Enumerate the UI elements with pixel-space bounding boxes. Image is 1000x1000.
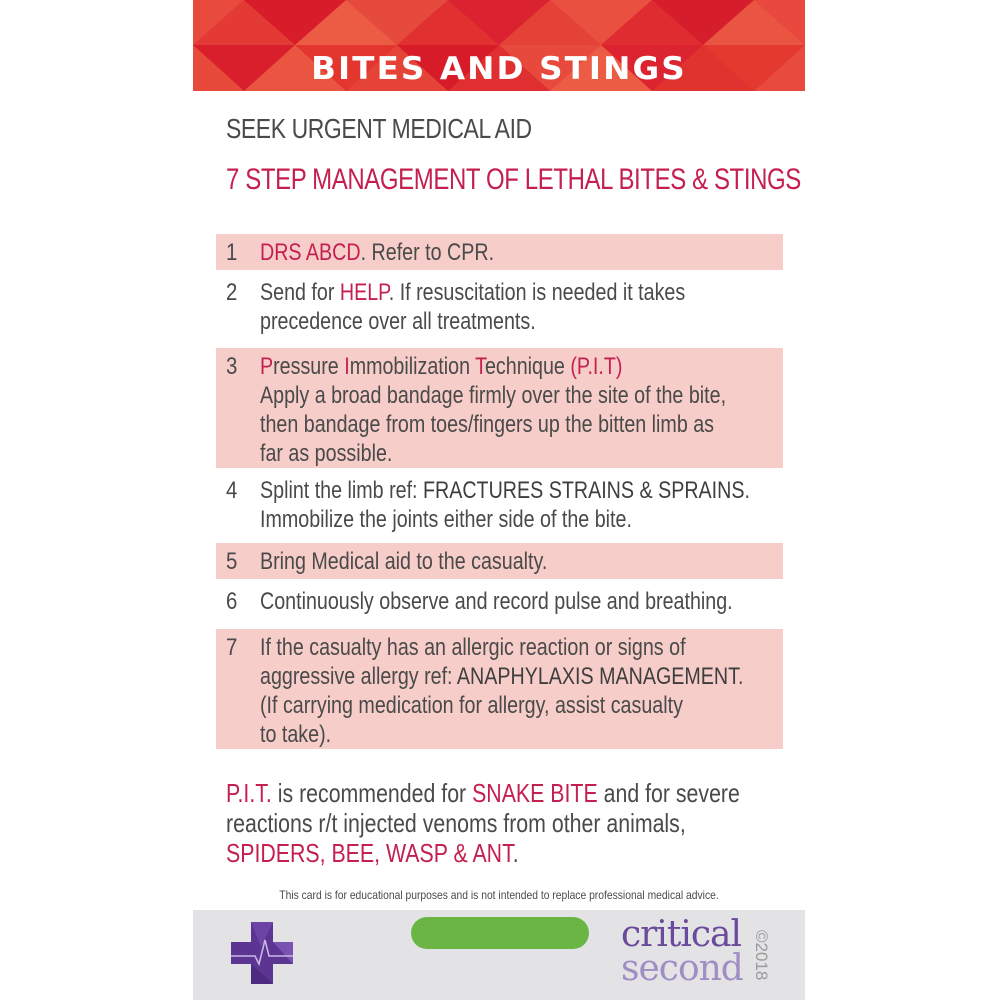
step-text-part: . Refer to CPR. <box>360 239 495 266</box>
step-text <box>260 476 785 534</box>
step-text <box>260 547 785 576</box>
step-item <box>216 629 783 749</box>
step-text-part: Immobilize the joints either side of the bite. <box>260 506 632 533</box>
note-text: and for severe <box>597 778 740 808</box>
step-text-part: (If carrying medication for allergy, assist casualty <box>260 692 683 719</box>
step-highlight: HELP <box>339 279 389 306</box>
note-highlight: SPIDERS, BEE, WASP & ANT <box>226 838 513 868</box>
step-text-part: to take). <box>260 721 332 748</box>
medical-cross-heartbeat-icon <box>231 922 293 984</box>
step-text-part: Apply a broad bandage firmly over the site of the bite, <box>260 382 727 409</box>
step-text <box>260 587 785 616</box>
brand-logo <box>621 914 743 989</box>
step-number: 5 <box>226 548 238 575</box>
step-text <box>260 278 785 336</box>
step-item <box>216 270 783 348</box>
step-text-part: Bring Medical aid to the casualty. <box>260 548 548 575</box>
header-banner <box>193 0 805 91</box>
brand-name-line2: second <box>621 948 743 989</box>
step-number: 7 <box>226 634 238 661</box>
step-text-part: . If resuscitation is needed it takes <box>388 279 686 306</box>
note-text: is recommended for <box>271 778 473 808</box>
step-highlight: DRS ABCD <box>260 239 361 266</box>
disclaimer: This card is for educational purposes and is not intended to replace professional medical advice. <box>279 888 719 902</box>
step-text-part: . <box>737 663 744 690</box>
steps-list <box>216 234 783 749</box>
step-text-part: Splint the limb ref: <box>260 477 423 504</box>
step-text-part: . <box>744 477 750 504</box>
step-highlight: I <box>344 353 350 380</box>
step-text-part: aggressive allergy ref: <box>260 663 457 690</box>
step-text-part: echnique <box>484 353 571 380</box>
step-item <box>216 234 783 270</box>
step-number: 3 <box>226 353 238 380</box>
step-text-part: then bandage from toes/fingers up the bitten limb as <box>260 411 715 438</box>
step-highlight: T <box>475 353 485 380</box>
step-number: 4 <box>226 477 238 504</box>
first-aid-card <box>193 0 805 1000</box>
step-text-part: far as possible. <box>260 440 393 467</box>
step-text-part: ressure <box>273 353 345 380</box>
step-number: 6 <box>226 588 238 615</box>
step-item <box>216 543 783 579</box>
note-highlight: SNAKE BITE <box>472 778 598 808</box>
step-text-part: mmobilization <box>349 353 476 380</box>
brand-name-line1: critical <box>621 914 742 955</box>
step-text <box>260 633 785 749</box>
step-text <box>260 238 785 267</box>
step-reference: FRACTURES STRAINS & SPRAINS <box>422 477 745 504</box>
step-text <box>260 352 785 468</box>
step-item <box>216 579 783 629</box>
note-text: reactions r/t injected venoms from other animals, <box>226 808 686 838</box>
subtitle: SEEK URGENT MEDICAL AID <box>226 113 532 144</box>
step-number: 2 <box>226 279 238 306</box>
note-highlight: P.I.T. <box>226 778 272 808</box>
step-text-part: If the casualty has an allergic reaction or signs of <box>260 634 686 661</box>
step-text-part: precedence over all treatments. <box>260 308 536 335</box>
step-highlight: P <box>260 353 274 380</box>
note-text: . <box>512 838 519 868</box>
step-item <box>216 348 783 468</box>
footer <box>193 910 805 1000</box>
copyright: ©2018 <box>752 930 771 981</box>
pit-recommendation-note <box>226 778 740 868</box>
step-item <box>216 468 783 543</box>
card-title: BITES AND STINGS <box>311 51 687 87</box>
section-heading: 7 STEP MANAGEMENT OF LETHAL BITES & STINGS <box>226 163 801 196</box>
green-bar <box>411 917 589 949</box>
step-number: 1 <box>226 239 238 266</box>
step-text-part: Continuously observe and record pulse and breathing. <box>260 588 733 615</box>
step-reference: ANAPHYLAXIS MANAGEMENT <box>456 663 738 690</box>
step-text-part: Send for <box>260 279 340 306</box>
step-highlight: (P.I.T) <box>570 353 623 380</box>
